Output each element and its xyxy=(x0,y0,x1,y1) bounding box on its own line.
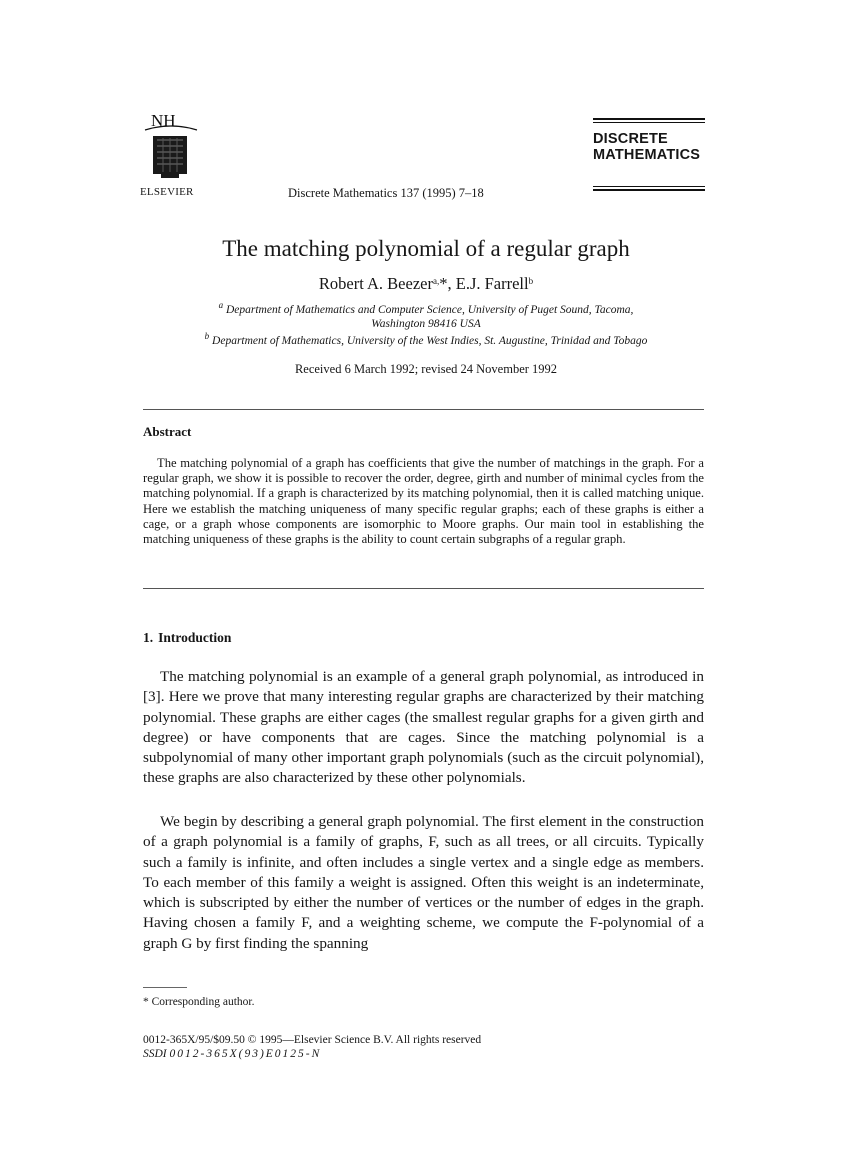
author-1: Robert A. Beezer xyxy=(318,274,433,293)
author-2-affiliation-mark: b xyxy=(528,276,534,286)
brand-rule-bottom-thin xyxy=(593,186,705,187)
ssdi-label: SSDI xyxy=(143,1048,167,1060)
brand-line-2: MATHEMATICS xyxy=(593,147,701,163)
abstract-text: The matching polynomial of a graph has coefficients that give the number of matchings in the graph. For a regular graph, we show it is possible to recover the order, degree, girth and number of minimal cycles from the matching polynomial. If a graph is characterized by its matching polynomial, then it is called matching unique. Here we establish the matching uniqueness of many specific regular graphs; each of these graphs is either a cage, or a graph whose components are isomorphic to Moore graphs. Our main tool in establishing the matching uniqueness of these graphs is the ability to count certain subgraphs of a regular graph. xyxy=(143,456,704,547)
affiliation-a xyxy=(0,300,852,331)
author-list xyxy=(0,274,852,294)
affiliation-a-line-2: Washington 98416 USA xyxy=(371,318,481,330)
brand-rule-bottom xyxy=(593,189,705,191)
affiliation-b xyxy=(0,331,852,348)
brand-rule-top-thin xyxy=(593,122,705,123)
copyright-block xyxy=(143,1033,481,1061)
brand-rule-top xyxy=(593,118,705,120)
author-separator: , xyxy=(447,274,456,293)
journal-brand xyxy=(593,118,705,163)
ssdi-code: 0012-365X(93)E0125-N xyxy=(169,1048,322,1060)
received-dates: Received 6 March 1992; revised 24 November 1992 xyxy=(294,362,558,376)
affiliation-b-mark: b xyxy=(204,331,210,341)
elsevier-tree-logo xyxy=(141,110,201,186)
intro-paragraph-2: We begin by describing a general graph polynomial. The first element in the construction of a graph polynomial is a family of graphs, F, such as all trees, or all circuits. Typically such a family is infinite, and often includes a single vertex and a single edge as members. To each member of this family a weight is assigned. Often this weight is an indeterminate, which is subscripted by either the number of vertices or the number of edges in the graph. Having chosen a family F, and a weighting scheme, we compute the F-polynomial of a graph G by first finding the spanning xyxy=(143,813,704,952)
corresponding-author-note: * Corresponding author. xyxy=(143,996,255,1008)
publisher-name: ELSEVIER xyxy=(140,186,194,198)
footnote-rule xyxy=(143,987,187,988)
divider-top xyxy=(143,409,704,410)
section-number: 1. xyxy=(143,630,154,645)
affiliation-a-line-1: Department of Mathematics and Computer Science, University of Puget Sound, Tacoma, xyxy=(225,304,634,316)
brand-rules-bottom xyxy=(593,186,705,191)
affiliation-a-mark: a xyxy=(218,300,224,310)
section-heading xyxy=(143,630,231,646)
brand-line-1: DISCRETE xyxy=(593,131,668,147)
copyright-line: 0012-365X/95/$09.50 © 1995—Elsevier Science B.V. All rights reserved xyxy=(143,1034,482,1046)
corresponding-star: * xyxy=(439,274,448,293)
journal-reference: Discrete Mathematics 137 (1995) 7–18 xyxy=(288,186,484,200)
section-title: Introduction xyxy=(158,630,232,645)
ssdi-line xyxy=(143,1047,481,1061)
author-1-affiliation-mark: a, xyxy=(432,276,440,286)
logo-text: NH xyxy=(151,111,176,130)
author-2: E.J. Farrell xyxy=(455,274,529,293)
intro-paragraph-1: The matching polynomial is an example of a general graph polynomial, as introduced in [3]. Here we prove that many interesting regular graphs are characterized by their matching polynomial. These graphs are either cages (the smallest regular graphs for a given girth and degree) or have components that are cages. Since the matching polynomial is a subpolynomial of many other important graph polynomials (such as the circuit polynomial), these graphs are also characterized by these other polynomials. xyxy=(143,668,704,787)
abstract-heading: Abstract xyxy=(143,424,192,439)
paper-title: The matching polynomial of a regular graph xyxy=(222,236,630,261)
affiliation-b-text: Department of Mathematics, University of the West Indies, St. Augustine, Trinidad and Tobago xyxy=(212,335,648,347)
divider-bottom xyxy=(143,588,704,589)
